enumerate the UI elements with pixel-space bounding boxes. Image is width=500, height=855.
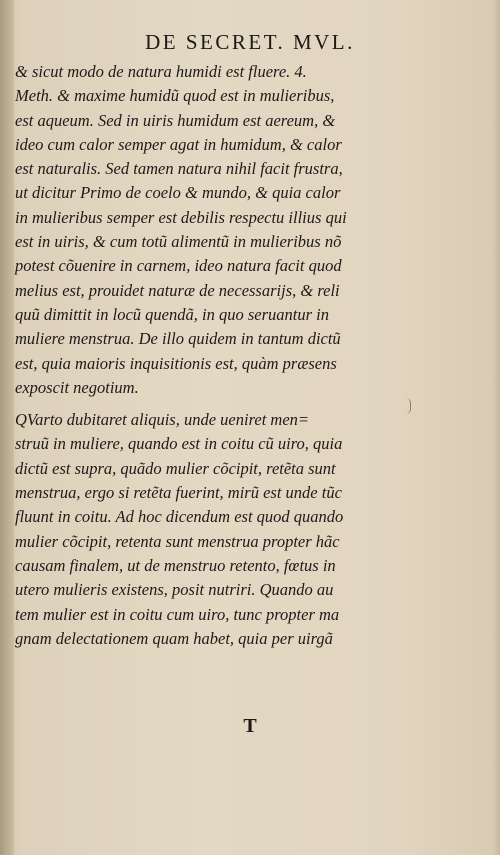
text-line: struũ in muliere, quando est in coitu cũ uiro, quia [15,434,343,454]
text-line: mulier cõcipit, retenta sunt menstrua propter hãc [15,531,340,551]
text-line: melius est, prouidet naturæ de necessarijs, & reli [15,280,340,300]
text-line: est aqueum. Sed in uiris humidum est aereum, & [15,110,336,130]
paragraph-1 [15,60,395,400]
text-line: tem mulier est in coitu cum uiro, tunc propter ma [15,604,340,624]
text-line: quũ dimittit in locũ quendã, in quo seruantur in [15,304,329,324]
running-head: DE SECRET. MVL. [145,30,355,54]
text-line: exposcit negotium. [15,377,139,397]
text-line: & sicut modo de natura humidi est fluere. 4. [15,62,307,81]
text-line: QVarto dubitaret aliquis, unde ueniret men= [15,410,310,430]
text-line: Meth. & maxime humidũ quod est in mulieribus, [15,86,335,106]
body-text [15,60,395,651]
text-line: muliere menstrua. De illo quidem in tantum dictũ [15,329,341,349]
text-line: potest cõuenire in carnem, ideo natura facit quod [15,256,342,276]
text-line: gnam delectationem quam habet, quia per uirgã [15,628,333,648]
text-line: est naturalis. Sed tamen natura nihil facit frustra, [15,159,343,179]
text-line: est, quia maioris inquisitionis est, quàm præsens [15,353,337,373]
text-line: causam finalem, ut de menstruo retento, fœtus in [15,555,336,575]
text-line: ut dicitur Primo de coelo & mundo, & quia calor [15,183,341,203]
text-line: fluunt in coitu. Ad hoc dicendum est quod quando [15,507,344,527]
text-line: ideo cum calor semper agat in humidum, & calor [15,134,342,154]
text-line: menstrua, ergo si retẽta fuerint, mirũ est unde tũc [15,483,342,503]
paragraph-2 [15,408,395,651]
text-line: utero mulieris existens, posit nutriri. Quando au [15,580,334,600]
text-line: in mulieribus semper est debilis respectu illius qui [15,207,347,227]
catchword: T [243,715,257,737]
text-line: est in uiris, & cum totũ alimentũ in mulieribus nõ [15,232,342,252]
margin-mark [406,398,411,414]
text-line: dictũ est supra, quãdo mulier cõcipit, retẽta sunt [15,458,336,478]
